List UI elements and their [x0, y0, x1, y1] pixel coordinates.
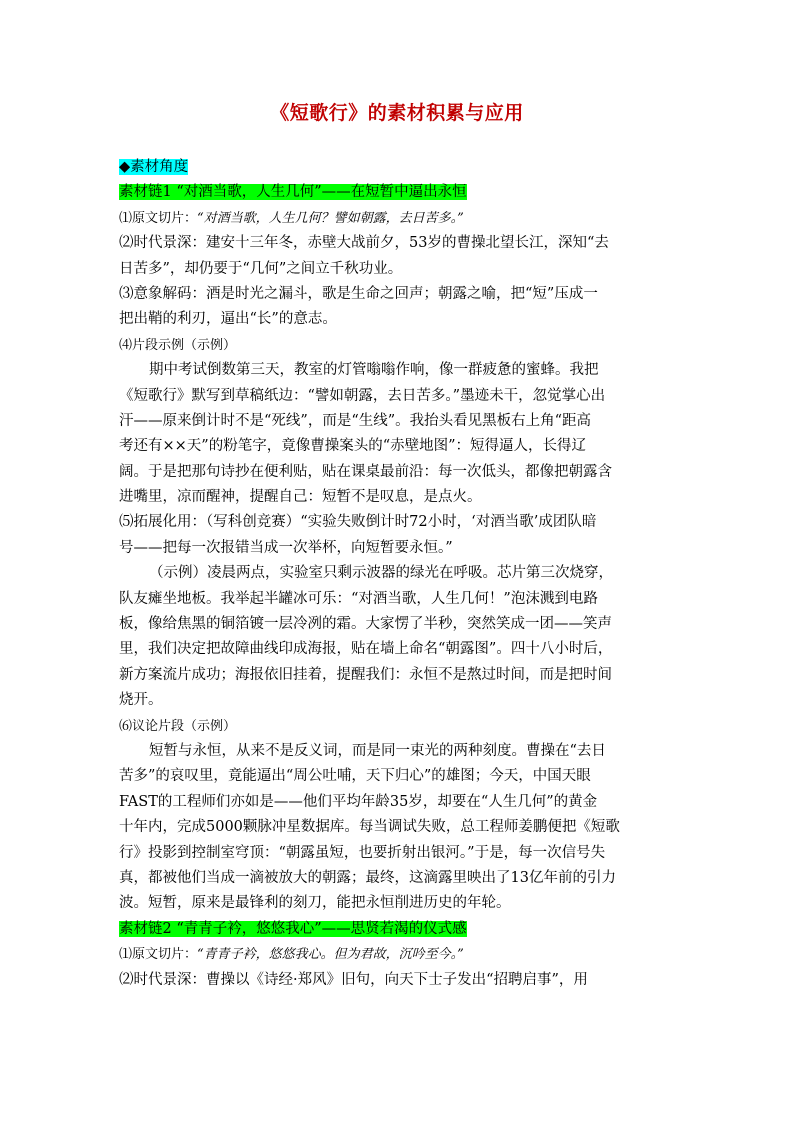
m1-example-line: 阔。于是把那句诗抄在便利贴，贴在课桌最前沿：每一次低头，都像把朝露含	[119, 463, 612, 480]
m2-original-label: ⑴原文切片：	[119, 947, 198, 963]
m1-extension-example-line: 板，像给焦黑的铜箔镀一层冷冽的霜。大家愣了半秒，突然笑成一团——笑声	[119, 616, 612, 633]
m1-extension-example-line: 里，我们决定把故障曲线印成海报，贴在墙上命名“朝露图”。四十八小时后，	[119, 641, 613, 658]
m1-argument-line: 波。短暂，原来是最锋利的刻刀，能把永恒削进历史的年轮。	[119, 895, 511, 912]
m1-original-excerpt	[119, 206, 675, 231]
page-title: 《短歌行》的素材积累与应用	[270, 102, 524, 124]
m1-argument-line: 短暂与永恒，从来不是反义词，而是同一束光的两种刻度。曹操在“去日	[149, 742, 606, 759]
m1-context-line-1: ⑵时代景深：建安十三年冬，赤壁大战前夕，53岁的曹操北望长江，深知“去	[119, 235, 609, 252]
m1-original-label: ⑴原文切片：	[119, 210, 198, 226]
document-body	[119, 155, 675, 993]
m1-example-line: 期中考试倒数第三天，教室的灯管嗡嗡作响，像一群疲惫的蜜蜂。我把	[149, 362, 599, 379]
m1-example-line: 《短歌行》默写到草稿纸边：“譬如朝露，去日苦多。”墨迹未干，忽觉掌心出	[119, 387, 606, 404]
m1-example-line: 汗——原来倒计时不是“死线”，而是“生线”。我抬头看见黑板右上角“距高	[119, 412, 592, 429]
m1-extension-example-line: （示例）凌晨两点，实验室只剩示波器的绿光在呼吸。芯片第三次烧穿，	[149, 565, 613, 582]
m1-example-line: 考还有××天”的粉笔字，竟像曹操案头的“赤壁地图”：短得逼人，长得辽	[119, 438, 587, 455]
m2-original-quote: “青青子衿，悠悠我心。但为君故，沉吟至今。”	[197, 947, 464, 963]
m1-extension-line-1: ⑸拓展化用：（写科创竞赛）“实验失败倒计时72小时，‘对酒当歌’成团队暗	[119, 514, 597, 531]
m1-argument-heading: ⑹议论片段（示例）	[119, 718, 237, 734]
m1-argument-line: 行》投影到控制室穹顶：“朝露虽短，也要折射出银河。”于是，每一次信号失	[119, 844, 606, 861]
m1-argument-line: 苦多”的哀叹里，竟能逼出“周公吐哺，天下归心”的雄图；今天，中国天眼	[119, 768, 591, 785]
m1-extension-example-line: 烧开。	[119, 692, 163, 709]
m1-argument-line: 十年内，完成5000颗脉冲星数据库。每当调试失败，总工程师姜鹏便把《短歌	[119, 819, 620, 836]
m1-extension-line-2: 号——把每一次报错当成一次举杯，向短暂要永恒。”	[119, 539, 453, 556]
material-chain-2-header: 素材链2 “青青子衿，悠悠我心”——思贤若渴的仪式感	[119, 920, 467, 937]
m2-original-excerpt	[119, 942, 675, 967]
m2-context-line-1: ⑵时代景深：曹操以《诗经·郑风》旧句，向天下士子发出“招聘启事”，用	[119, 971, 588, 988]
m1-imagery-line-1: ⑶意象解码：酒是时光之漏斗，歌是生命之回声；朝露之喻，把“短”压成一	[119, 285, 598, 302]
m1-example-heading: ⑷片段示例（示例）	[119, 337, 237, 353]
m1-example-line: 进嘴里，凉而醒神，提醒自己：短暂不是叹息，是点火。	[119, 489, 482, 506]
m1-original-quote: “对酒当歌，人生几何？譬如朝露，去日苦多。”	[197, 210, 464, 226]
m1-argument-line: FAST的工程师们亦如是——他们平均年龄35岁，却要在“人生几何”的黄金	[119, 793, 598, 810]
m1-argument-line: 真，都被他们当成一滴被放大的朝露；最终，这滴露里映出了13亿年前的引力	[119, 869, 616, 886]
m1-context-line-2: 日苦多”，却仍要于“几何”之间立千秋功业。	[119, 260, 403, 277]
section-heading: ◆素材角度	[119, 159, 189, 175]
m1-extension-example-line: 新方案流片成功；海报依旧挂着，提醒我们：永恒不是熬过时间，而是把时间	[119, 666, 612, 683]
material-chain-1-header: 素材链1 “对酒当歌，人生几何”——在短暂中逼出永恒	[119, 184, 467, 201]
m1-extension-example-line: 队友瘫坐地板。我举起半罐冰可乐：“对酒当歌，人生几何！”泡沫溅到电路	[119, 590, 598, 607]
m1-imagery-line-2: 把出鞘的利刃，逼出“长”的意志。	[119, 311, 337, 328]
